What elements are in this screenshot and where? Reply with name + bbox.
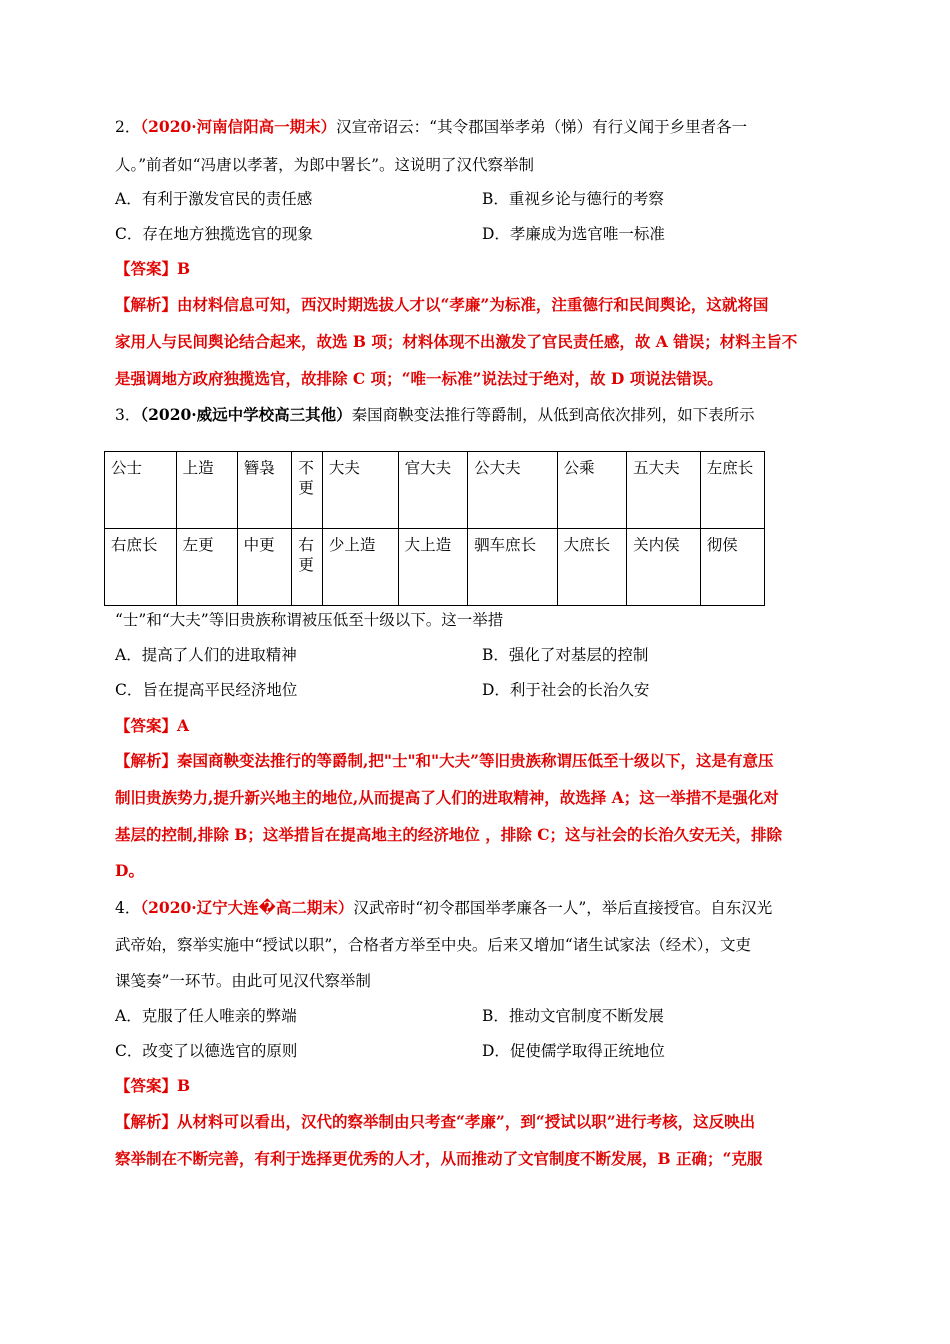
q2-analysis-1: 【解析】由材料信息可知，西汉时期选拔人才以“孝廉”为标准，注重德行和民间舆论，这就将国 [115, 295, 769, 314]
rank-cell: 左更 [176, 529, 237, 606]
q3-answer: 【答案】A [115, 716, 190, 735]
q2-option-a: A．有利于激发官民的责任感 [115, 190, 313, 208]
q3-number: 3． [115, 406, 141, 424]
rank-cell: 少上造 [322, 529, 398, 606]
q4-option-b: B．推动文官制度不断发展 [482, 1007, 664, 1025]
q3-stem-line-1 [115, 405, 755, 425]
q3-options-row-2 [115, 680, 815, 700]
q4-stem-line-3: 课笺奏”一环节。由此可见汉代察举制 [115, 972, 371, 990]
rank-cell: 关内侯 [627, 529, 701, 606]
q2-option-b: B．重视乡论与德行的考察 [482, 190, 664, 208]
q4-number: 4． [115, 899, 141, 917]
q2-option-d: D．孝廉成为选官唯一标准 [482, 225, 665, 243]
rank-cell: 大庶长 [557, 529, 626, 606]
rank-cell: 簪袅 [237, 452, 292, 529]
rank-cell: 彻侯 [700, 529, 764, 606]
rank-cell: 大夫 [322, 452, 398, 529]
q4-stem-line-2: 武帝始，察举实施中“授试以职”，合格者方举至中央。后来又增加“诸生试家法（经术），文吏 [115, 936, 752, 954]
q4-stem-line-1 [115, 898, 772, 918]
q4-option-d: D．促使儒学取得正统地位 [482, 1042, 665, 1060]
rank-cell: 不更 [292, 452, 323, 529]
rank-cell: 大上造 [398, 529, 467, 606]
q2-stem-line-2: 人。”前者如“冯唐以孝著，为郎中署长”。这说明了汉代察举制 [115, 156, 535, 174]
q2-answer: 【答案】B [115, 259, 191, 278]
q2-analysis-2: 家用人与民间舆论结合起来，故选 B 项；材料体现不出激发了官民责任感，故 A 错误；材料主旨不 [115, 332, 798, 351]
q3-option-b: B．强化了对基层的控制 [482, 646, 649, 664]
q4-option-a: A．克服了任人唯亲的弊端 [115, 1007, 297, 1025]
q3-stem-line-2: “士”和“大夫”等旧贵族称谓被压低至十级以下。这一举措 [115, 611, 504, 629]
q2-source: （2020·河南信阳高一期末） [140, 117, 337, 136]
rank-cell: 公大夫 [468, 452, 557, 529]
rank-cell: 五大夫 [627, 452, 701, 529]
q3-analysis-4: D。 [115, 861, 144, 880]
q2-number: 2． [115, 118, 141, 136]
rank-cell: 左庶长 [700, 452, 764, 529]
q4-options-row-1 [115, 1006, 815, 1026]
rank-cell: 公乘 [557, 452, 626, 529]
rank-table [104, 451, 765, 606]
q3-option-a: A．提高了人们的进取精神 [115, 646, 297, 664]
q3-option-d: D．利于社会的长治久安 [482, 681, 650, 699]
q2-options-row-2 [115, 224, 815, 244]
rank-cell: 右庶长 [105, 529, 177, 606]
rank-cell: 上造 [176, 452, 237, 529]
q2-analysis-3: 是强调地方政府独揽选官，故排除 C 项；“唯一标准”说法过于绝对，故 D 项说法错误。 [115, 369, 723, 388]
q3-option-c: C．旨在提高平民经济地位 [115, 681, 298, 699]
rank-table-row-2 [105, 529, 765, 606]
q4-options-row-2 [115, 1041, 815, 1061]
rank-cell: 驷车庶长 [468, 529, 557, 606]
q3-analysis-1: 【解析】秦国商鞅变法推行的等爵制,把"士"和"大夫”等旧贵族称谓压低至十级以下，这是有意压 [115, 751, 774, 770]
q4-stem-1: 汉武帝时“初令郡国举孝廉各一人”，举后直接授官。自东汉光 [353, 899, 773, 917]
q3-analysis-2: 制旧贵族势力,提升新兴地主的地位,从而提高了人们的进取精神，故选择 A；这一举措不是强化对 [115, 788, 779, 807]
rank-cell: 中更 [237, 529, 292, 606]
q4-option-c: C．改变了以德选官的原则 [115, 1042, 298, 1060]
rank-cell: 公士 [105, 452, 177, 529]
q4-source: （2020·辽宁大连�高二期末） [140, 898, 354, 917]
q2-stem-line-1 [115, 117, 747, 137]
q3-source: （2020·威远中学校高三其他） [140, 405, 352, 424]
q3-stem-1: 秦国商鞅变法推行等爵制，从低到高依次排列，如下表所示 [351, 406, 755, 424]
q4-analysis-1: 【解析】从材料可以看出，汉代的察举制由只考查“孝廉”，到“授试以职”进行考核，这反映出 [115, 1112, 756, 1131]
q4-answer: 【答案】B [115, 1076, 191, 1095]
q2-stem-1: 汉宣帝诏云：“其令郡国举孝弟（悌）有行义闻于乡里者各一 [336, 118, 748, 136]
q2-options-row-1 [115, 189, 815, 209]
rank-cell: 官大夫 [398, 452, 467, 529]
q3-analysis-3: 基层的控制,排除 B；这举措旨在提高地主的经济地位 ，排除 C；这与社会的长治久安无关，排除 [115, 825, 783, 844]
q4-analysis-2: 察举制在不断完善，有利于选择更优秀的人才，从而推动了文官制度不断发展，B 正确；“克服 [115, 1149, 763, 1168]
q2-option-c: C．存在地方独揽选官的现象 [115, 225, 313, 243]
rank-table-row-1 [105, 452, 765, 529]
q3-options-row-1 [115, 645, 815, 665]
rank-cell: 右更 [292, 529, 323, 606]
